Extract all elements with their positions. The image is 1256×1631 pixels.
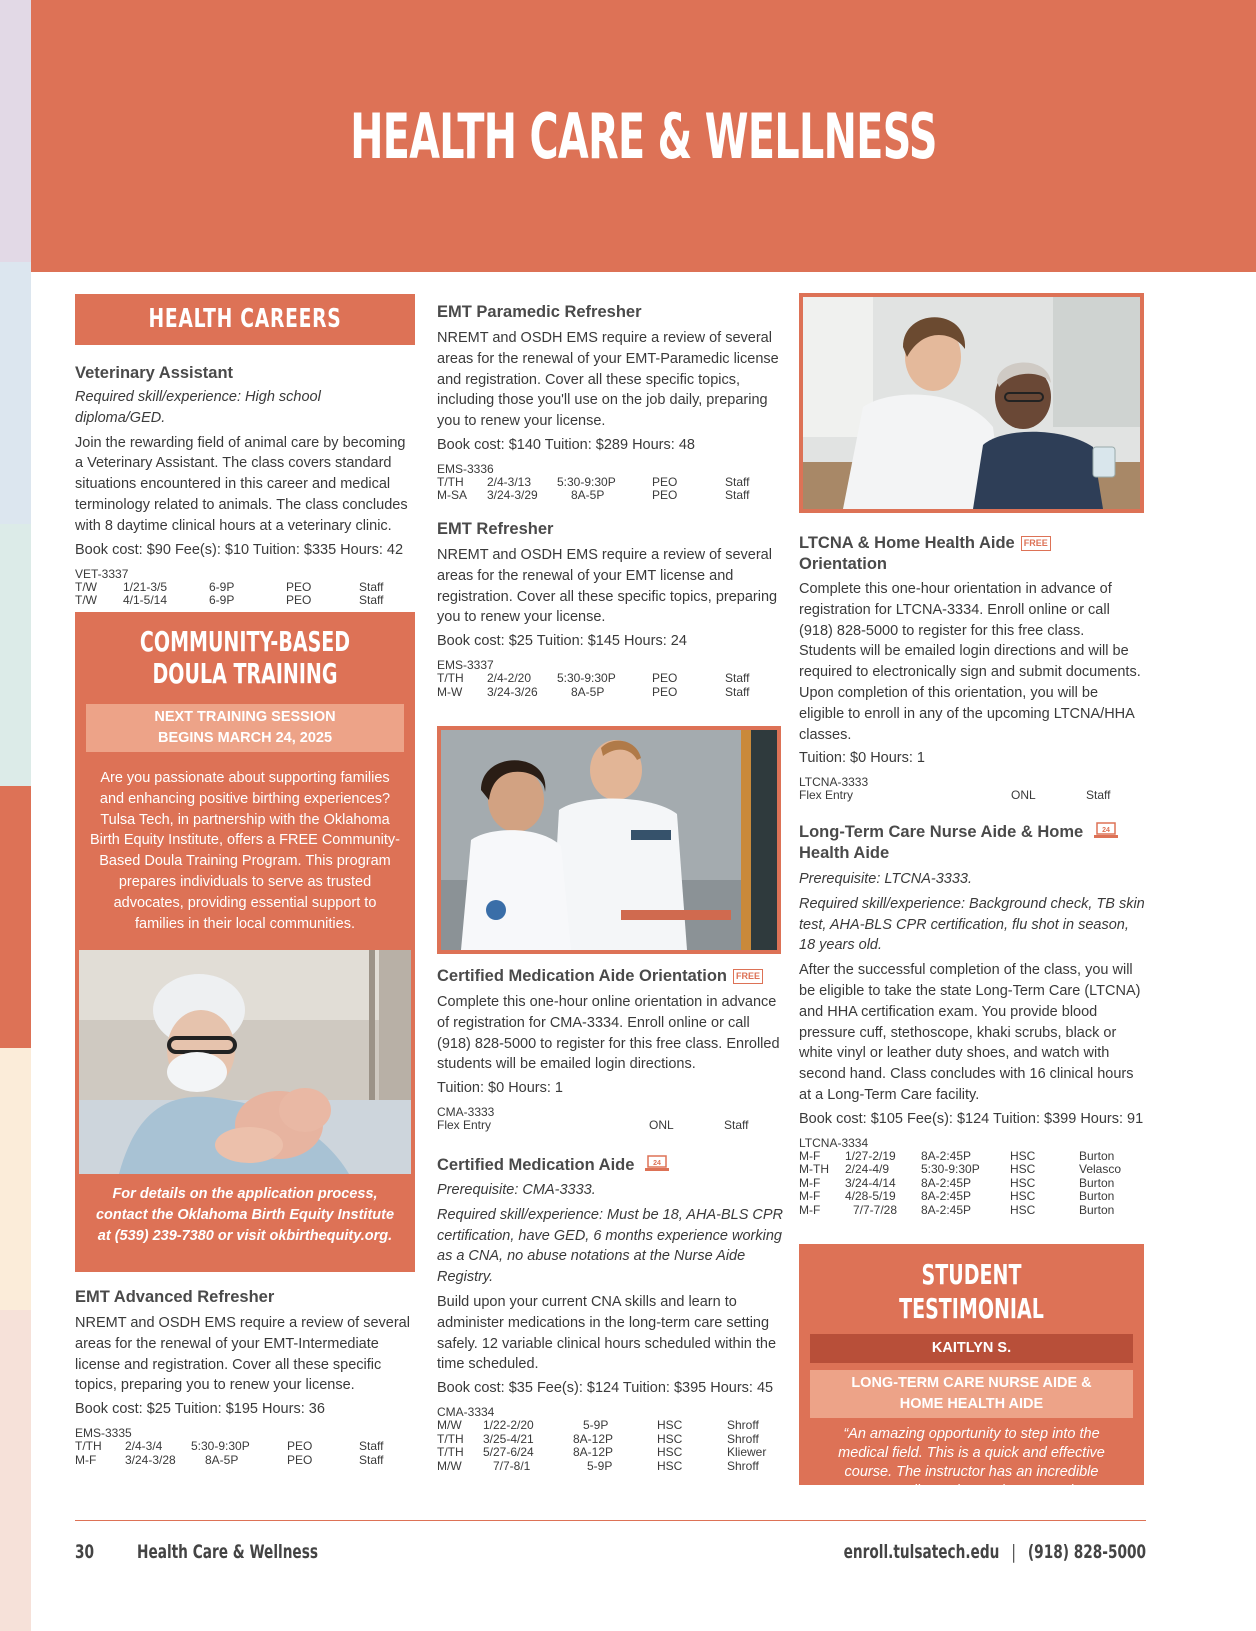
course-title: EMT Advanced Refresher bbox=[75, 1288, 275, 1306]
testimonial-quote: “An amazing opportunity to step into the medical field. This is a quick and effective course. The instructor has an incredible personality and was phenomenal.” bbox=[838, 1426, 1105, 1499]
footer-divider bbox=[75, 1520, 1146, 1521]
schedule-row: M-TH 2/24-4/9 5:30-9:30P HSC Velasco bbox=[799, 1162, 1122, 1177]
free-badge-icon: FREE bbox=[733, 969, 763, 984]
paramedics-illustration bbox=[441, 730, 777, 950]
schedule-row: T/TH 2/4-2/20 5:30-9:30P PEO Staff bbox=[437, 671, 750, 686]
schedule-row: M-F 4/28-5/19 8A-2:45P HSC Burton bbox=[799, 1189, 1115, 1204]
color-strip-cream bbox=[0, 1048, 31, 1310]
program-banner: LONG-TERM CARE NURSE AIDE & HOME HEALTH AIDE bbox=[810, 1370, 1133, 1418]
course-requirements: Required skill/experience: High school diploma/GED. bbox=[75, 389, 321, 426]
doula-details: For details on the application process, contact the Oklahoma Birth Equity Institute at (539) 239-7380 or visit okbirthequity.org. bbox=[95, 1186, 395, 1244]
schedule-table bbox=[437, 672, 749, 699]
course-ltcna-orientation bbox=[799, 533, 1145, 803]
schedule-table bbox=[799, 789, 1110, 803]
schedule-table bbox=[75, 581, 383, 608]
course-veterinary-assistant bbox=[75, 364, 415, 608]
course-description: NREMT and OSDH EMS require a review of several areas for the renewal of your EMT-Intermediate license and registration. Cover all these specific topics, preparing you to renew your license. bbox=[75, 1315, 410, 1394]
color-strip bbox=[0, 0, 31, 1631]
course-costs: Book cost: $90 Fee(s): $10 Tuition: $335 Hours: 42 bbox=[75, 541, 404, 558]
schedule-row: M/W 1/22-2/20 5-9P HSC Shroff bbox=[437, 1418, 759, 1433]
course-title: LTCNA & Home Health Aide FREE Orientation bbox=[799, 533, 1145, 575]
course-title: Long-Term Care Nurse Aide & Home 24 Health Aide bbox=[799, 822, 1145, 864]
schedule-table bbox=[437, 476, 749, 503]
course-description: After the successful completion of the class, you will be eligible to take the state Long-Term Care (LTCNA) and HHA certification exam. You provide blood pressure cuff, stethoscope, khaki scrubs, black or white vinyl or leather duty shoes, and watch with second hand. Class concludes with 16 clinical hours at a Long-Term Care facility. bbox=[799, 962, 1141, 1103]
student-name: KAITLYN S. bbox=[810, 1334, 1133, 1363]
color-strip-pink bbox=[0, 1310, 31, 1631]
testimonial-heading: STUDENT TESTIMONIAL bbox=[899, 1258, 1044, 1325]
schedule-table bbox=[437, 1119, 748, 1133]
course-title: EMT Paramedic Refresher bbox=[437, 303, 642, 321]
free-badge-icon: FREE bbox=[1021, 536, 1051, 551]
course-costs: Book cost: $25 Tuition: $195 Hours: 36 bbox=[75, 1401, 325, 1418]
student-testimonial-box bbox=[799, 1244, 1144, 1499]
schedule-table bbox=[799, 1150, 1121, 1218]
schedule-row: T/TH 5/27-6/24 8A-12P HSC Kliewer bbox=[437, 1445, 767, 1460]
schedule-row: Flex Entry ONL Staff bbox=[799, 788, 1111, 803]
color-strip-teal bbox=[0, 524, 31, 786]
footer-website-link[interactable]: enroll.tulsatech.edu bbox=[843, 1541, 1000, 1563]
course-emt-refresher bbox=[437, 520, 783, 699]
doula-description: Are you passionate about supporting families and enhancing positive birthing experiences? Tulsa Tech, in partnership with the Oklahoma Birth Equity Institute, offers a FREE Community-Based Doula Training Program. This program prepares individuals to serve as trusted advocates, providing essential support to families in their local communities. bbox=[90, 770, 400, 932]
course-code: LTCNA-3334 bbox=[799, 1135, 869, 1150]
course-description: Build upon your current CNA skills and learn to administer medications in the long-term care setting safely. 12 variable clinical hours scheduled within the time scheduled. bbox=[437, 1293, 777, 1373]
course-description: Complete this one-hour orientation in advance of registration for LTCNA-3334. Enroll online or call (918) 828-5000 to register for this free class. Students will be emailed login directions and will be required to electronically sign and submit documents. Upon completion of this orientation, you will be eligible to enroll in any of the upcoming LTCNA/HHA classes. bbox=[799, 581, 1141, 743]
schedule-row: Flex Entry ONL Staff bbox=[437, 1118, 749, 1133]
course-code: CMA-3333 bbox=[437, 1105, 495, 1120]
course-title: EMT Refresher bbox=[437, 519, 554, 538]
schedule-table bbox=[75, 1440, 383, 1467]
schedule-row: M-F 7/7-7/28 8A-2:45P HSC Burton bbox=[799, 1202, 1115, 1217]
column-middle bbox=[437, 303, 784, 1473]
course-code: EMS-3336 bbox=[437, 461, 494, 476]
next-session-banner: NEXT TRAINING SESSION BEGINS MARCH 24, 2025 bbox=[86, 704, 404, 752]
schedule-row: M-F 3/24-3/28 8A-5P PEO Staff bbox=[75, 1452, 384, 1467]
nurse-newborn-photo bbox=[79, 950, 411, 1174]
schedule-row: M-F 3/24-4/14 8A-2:45P HSC Burton bbox=[799, 1175, 1115, 1190]
course-title: Certified Medication Aide 24 bbox=[437, 1155, 783, 1175]
course-code: LTCNA-3333 bbox=[799, 775, 869, 790]
schedule-row: T/TH 2/4-3/4 5:30-9:30P PEO Staff bbox=[75, 1439, 384, 1454]
course-code: EMS-3337 bbox=[437, 658, 494, 673]
doula-heading: COMMUNITY-BASED DOULA TRAINING bbox=[139, 625, 351, 690]
schedule-row: T/TH 2/4-3/13 5:30-9:30P PEO Staff bbox=[437, 474, 750, 489]
course-code: EMS-3335 bbox=[75, 1426, 132, 1441]
schedule-table bbox=[437, 1419, 766, 1473]
course-prerequisite: Prerequisite: LTCNA-3333. bbox=[799, 871, 973, 887]
footer-contact bbox=[844, 1541, 1146, 1563]
schedule-row: M-F 1/27-2/19 8A-2:45P HSC Burton bbox=[799, 1148, 1115, 1163]
course-emt-paramedic-refresher bbox=[437, 303, 783, 503]
schedule-row: T/TH 3/25-4/21 8A-12P HSC Shroff bbox=[437, 1431, 759, 1446]
page-number: 30 bbox=[75, 1541, 95, 1563]
course-title: Veterinary Assistant bbox=[75, 364, 234, 382]
course-costs: Book cost: $35 Fee(s): $124 Tuition: $395 Hours: 45 bbox=[437, 1380, 774, 1397]
course-title: Certified Medication Aide Orientation FREE bbox=[437, 967, 783, 986]
course-description: Complete this one-hour online orientation in advance of registration for CMA-3334. Enroll online or call (918) 828-5000 to register for this free class. Enrolled students will be emailed login directions. bbox=[437, 994, 780, 1073]
nurse-newborn-illustration bbox=[79, 950, 411, 1174]
schedule-row: T/W 4/1-5/14 6-9P PEO Staff bbox=[75, 593, 384, 608]
course-code: CMA-3334 bbox=[437, 1405, 495, 1420]
caregiver-illustration bbox=[803, 297, 1140, 509]
schedule-row: M-SA 3/24-3/29 8A-5P PEO Staff bbox=[437, 488, 750, 503]
health-careers-heading: HEALTH CAREERS bbox=[75, 294, 415, 345]
doula-training-box bbox=[75, 612, 415, 1272]
course-requirements: Required skill/experience: Background check, TB skin test, AHA-BLS CPR certification, flu shot in season, 18 years old. bbox=[799, 895, 1145, 954]
course-costs: Tuition: $0 Hours: 1 bbox=[799, 750, 925, 767]
page-title: HEALTH CARE & WELLNESS bbox=[350, 100, 937, 173]
column-left bbox=[75, 294, 415, 1467]
course-certified-medication-aide bbox=[437, 1155, 783, 1473]
footer-phone[interactable]: (918) 828-5000 bbox=[1027, 1541, 1146, 1563]
schedule-row: T/W 1/21-3/5 6-9P PEO Staff bbox=[75, 579, 384, 594]
course-code: VET-3337 bbox=[75, 566, 129, 581]
course-description: Join the rewarding field of animal care by becoming a Veterinary Assistant. The class covers standard situations encountered in this career and medical terminology related to animals. The class concludes with 8 daytime clinical hours at a veterinary clinic. bbox=[75, 434, 408, 534]
course-emt-advanced-refresher bbox=[75, 1288, 415, 1467]
badge-text: 24 bbox=[1101, 827, 1110, 834]
course-ltcna-hha bbox=[799, 822, 1145, 1217]
page-banner bbox=[31, 0, 1256, 272]
laptop-24-icon bbox=[645, 1155, 669, 1172]
course-description: NREMT and OSDH EMS require a review of several areas for the renewal of your EMT-Paramedic license and registration. Cover all these specific topics, including those you'll use on the job daily, preparing you to renew your license. bbox=[437, 330, 779, 430]
course-prerequisite: Prerequisite: CMA-3333. bbox=[437, 1182, 596, 1198]
footer-section-name: Health Care & Wellness bbox=[137, 1541, 319, 1563]
course-costs: Tuition: $0 Hours: 1 bbox=[437, 1080, 563, 1097]
course-costs: Book cost: $105 Fee(s): $124 Tuition: $399 Hours: 91 bbox=[799, 1110, 1144, 1127]
course-costs: Book cost: $140 Tuition: $289 Hours: 48 bbox=[437, 436, 695, 453]
emt-paramedics-photo bbox=[437, 726, 781, 954]
schedule-row: M-W 3/24-3/26 8A-5P PEO Staff bbox=[437, 684, 750, 699]
course-costs: Book cost: $25 Tuition: $145 Hours: 24 bbox=[437, 633, 687, 650]
course-cma-orientation bbox=[437, 967, 783, 1133]
course-description: NREMT and OSDH EMS require a review of several areas for the renewal of your EMT license and registration. Cover all these specific topics, preparing you to renew your license. bbox=[437, 546, 778, 626]
course-requirements: Required skill/experience: Must be 18, AHA-BLS CPR certification, have GED, 6 months experience working as a CNA, no abuse notations at the Nurse Aide Registry. bbox=[437, 1206, 784, 1286]
color-strip-orange bbox=[0, 786, 31, 1048]
caregiver-elderly-photo bbox=[799, 293, 1144, 513]
color-strip-blue bbox=[0, 262, 31, 524]
laptop-24-icon bbox=[1094, 822, 1118, 839]
schedule-row: M/W 7/7-8/1 5-9P HSC Shroff bbox=[437, 1458, 759, 1473]
badge-text: 24 bbox=[653, 1160, 661, 1167]
footer-separator: | bbox=[1011, 1541, 1016, 1563]
color-strip-purple bbox=[0, 0, 31, 262]
